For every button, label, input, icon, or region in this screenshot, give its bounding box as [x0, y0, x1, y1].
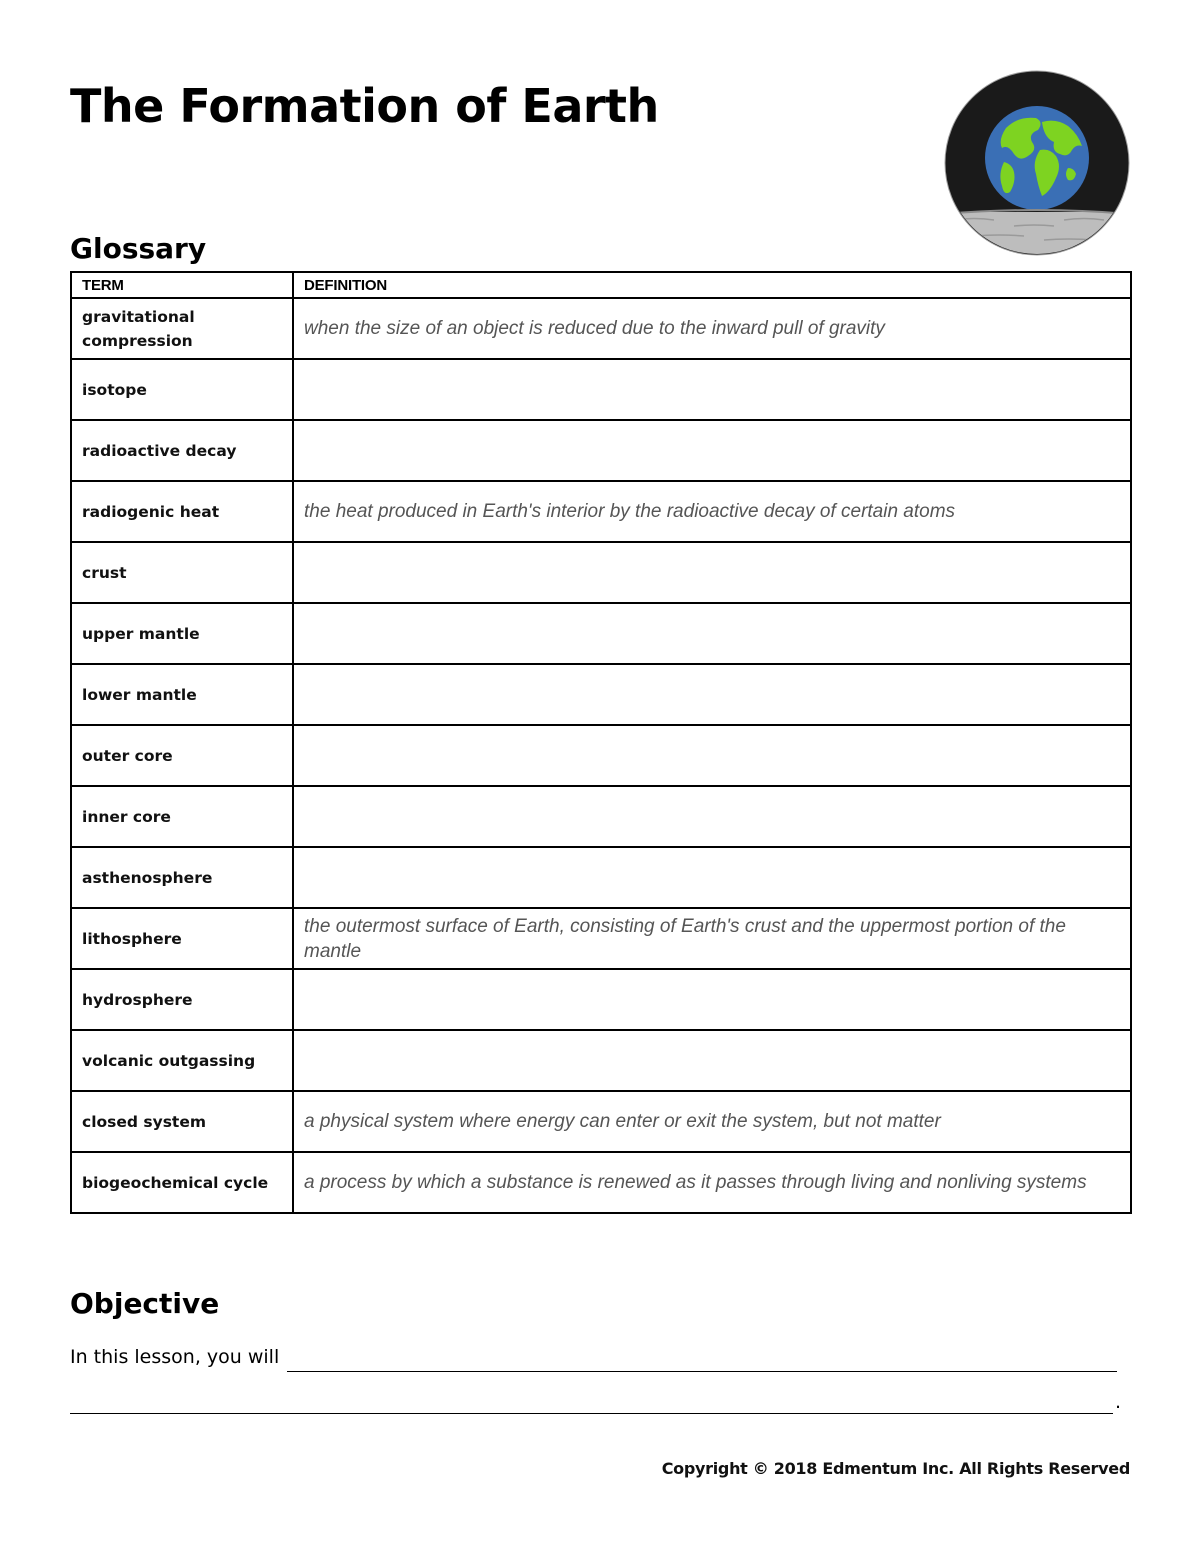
earth-globe-icon: [944, 70, 1130, 256]
table-row: [71, 847, 1131, 908]
table-row: [71, 725, 1131, 786]
definition-cell[interactable]: [293, 786, 1131, 847]
definition-cell[interactable]: [293, 847, 1131, 908]
definition-cell[interactable]: [293, 725, 1131, 786]
term-cell: outer core: [71, 725, 293, 786]
term-cell: inner core: [71, 786, 293, 847]
glossary-heading: Glossary: [70, 232, 207, 265]
term-cell: upper mantle: [71, 603, 293, 664]
definition-cell[interactable]: the heat produced in Earth's interior by the radioactive decay of certain atoms: [293, 481, 1131, 542]
term-cell: radiogenic heat: [71, 481, 293, 542]
table-row: [71, 420, 1131, 481]
glossary-table: [70, 271, 1132, 1214]
table-row: [71, 603, 1131, 664]
definition-cell[interactable]: a physical system where energy can enter or exit the system, but not matter: [293, 1091, 1131, 1152]
page-title: The Formation of Earth: [70, 79, 659, 133]
definition-cell[interactable]: [293, 420, 1131, 481]
definition-cell[interactable]: when the size of an object is reduced due to the inward pull of gravity: [293, 298, 1131, 359]
table-row: [71, 1152, 1131, 1213]
definition-cell[interactable]: [293, 603, 1131, 664]
table-row: [71, 298, 1131, 359]
term-cell: closed system: [71, 1091, 293, 1152]
term-cell: asthenosphere: [71, 847, 293, 908]
table-row: [71, 1091, 1131, 1152]
table-row: [71, 1030, 1131, 1091]
definition-cell[interactable]: the outermost surface of Earth, consisting of Earth's crust and the uppermost portion of the mantle: [293, 908, 1131, 969]
objective-prompt: In this lesson, you will: [70, 1346, 280, 1368]
definition-cell[interactable]: [293, 1030, 1131, 1091]
table-row: [71, 969, 1131, 1030]
term-cell: hydrosphere: [71, 969, 293, 1030]
definition-cell[interactable]: [293, 969, 1131, 1030]
definition-cell[interactable]: [293, 359, 1131, 420]
table-row: [71, 481, 1131, 542]
term-cell: biogeochemical cycle: [71, 1152, 293, 1213]
objective-answer-blank-1[interactable]: [287, 1347, 1117, 1372]
objective-heading: Objective: [70, 1287, 220, 1320]
definition-cell[interactable]: [293, 542, 1131, 603]
objective-sentence-continued: [70, 1390, 1130, 1414]
term-cell: radioactive decay: [71, 420, 293, 481]
table-row: [71, 786, 1131, 847]
term-cell: crust: [71, 542, 293, 603]
term-cell: volcanic outgassing: [71, 1030, 293, 1091]
table-header-row: [71, 272, 1131, 298]
objective-sentence: [70, 1342, 1130, 1372]
copyright-notice: Copyright © 2018 Edmentum Inc. All Rights Reserved: [661, 1459, 1130, 1478]
column-header-definition: DEFINITION: [293, 272, 1131, 298]
table-row: [71, 664, 1131, 725]
term-cell: isotope: [71, 359, 293, 420]
definition-cell[interactable]: a process by which a substance is renewed as it passes through living and nonliving systems: [293, 1152, 1131, 1213]
objective-period: .: [1115, 1391, 1122, 1413]
definition-cell[interactable]: [293, 664, 1131, 725]
table-row: [71, 542, 1131, 603]
table-row: [71, 359, 1131, 420]
objective-answer-blank-2[interactable]: [70, 1391, 1113, 1414]
term-cell: lower mantle: [71, 664, 293, 725]
term-cell: lithosphere: [71, 908, 293, 969]
column-header-term: TERM: [71, 272, 293, 298]
term-cell: gravitational compression: [71, 298, 293, 359]
table-row: [71, 908, 1131, 969]
